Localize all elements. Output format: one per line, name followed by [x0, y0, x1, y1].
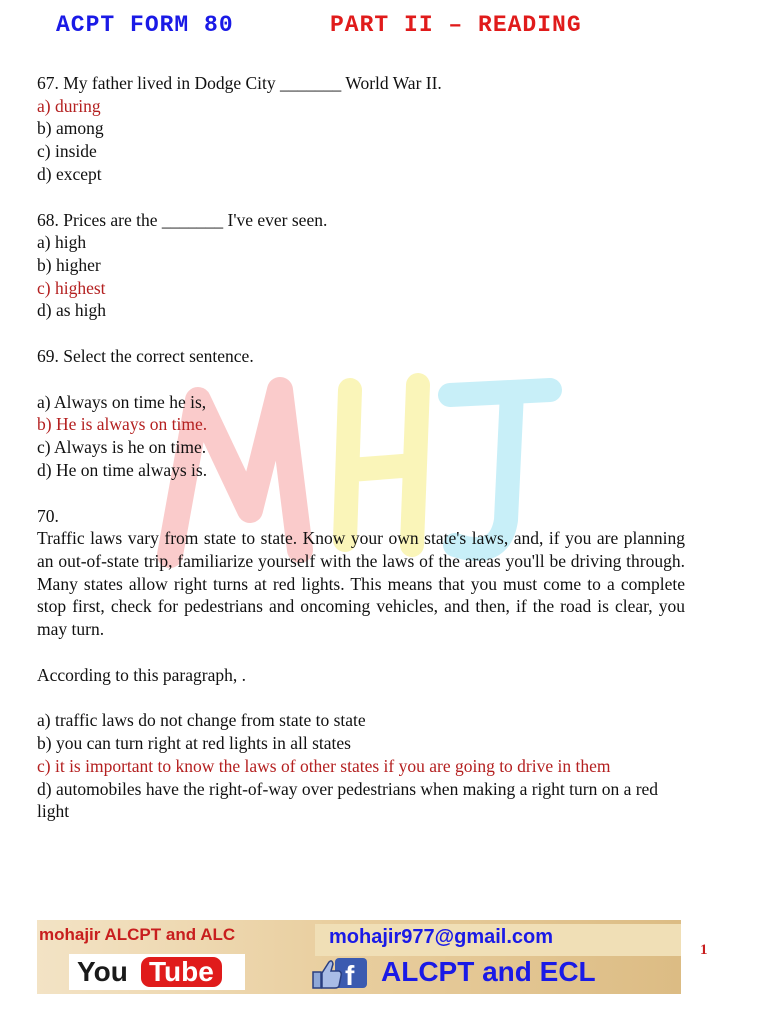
- reading-passage: Traffic laws vary from state to state. Know your own state's laws, and, if you are planning an out-of-state trip, familiarize yourself with the laws of the areas you'll be driving through. Many states allow right turns at red lights. This means that you must come to a complete stop first, check for pedestrians and oncoming vehicles, and then, if the road is clear, you may turn.: [37, 528, 685, 640]
- answer-option: d) automobiles have the right-of-way over pedestrians when making a right turn on a red light: [37, 778, 659, 822]
- answer-option: a) traffic laws do not change from state to state: [37, 710, 366, 731]
- answer-option: c) inside: [37, 141, 97, 162]
- svg-text:f: f: [345, 960, 355, 990]
- contact-email[interactable]: mohajir977@gmail.com: [329, 926, 554, 948]
- question-stem: 67. My father lived in Dodge City _______ World War II.: [37, 73, 442, 93]
- answer-option: a) Always on time he is,: [37, 391, 207, 412]
- answer-option-correct: b) He is always on time.: [37, 414, 208, 435]
- page-header: [0, 12, 768, 44]
- answer-option: d) as high: [37, 300, 107, 321]
- youtube-you-text: You: [77, 956, 128, 987]
- answer-option: b) you can turn right at red lights in all states: [37, 733, 351, 754]
- question-70: [37, 505, 685, 823]
- question-67: [37, 72, 685, 186]
- question-stem: 69. Select the correct sentence.: [37, 346, 254, 367]
- answer-option: b) higher: [37, 254, 101, 275]
- page-number: 1: [700, 942, 708, 958]
- answer-option-correct: a) during: [37, 95, 101, 116]
- youtube-logo[interactable]: [69, 954, 245, 990]
- question-prompt: According to this paragraph, .: [37, 664, 246, 685]
- answer-option: c) Always is he on time.: [37, 437, 207, 458]
- question-68: [37, 209, 685, 323]
- question-69: [37, 345, 685, 482]
- section-title: PART II – READING: [330, 12, 582, 38]
- facebook-like-icon[interactable]: [309, 956, 371, 990]
- question-stem: 68. Prices are the _______ I've ever seen.: [37, 209, 328, 230]
- answer-option: d) He on time always is.: [37, 459, 208, 480]
- question-list: [37, 72, 685, 823]
- form-title: ACPT FORM 80: [56, 12, 234, 38]
- answer-option-correct: c) it is important to know the laws of other states if you are going to drive in them: [37, 755, 611, 776]
- channel-name: mohajir ALCPT and ALC: [39, 925, 236, 944]
- question-number: 70.: [37, 505, 59, 526]
- footer-banner: [37, 920, 681, 994]
- answer-option: a) high: [37, 232, 87, 253]
- youtube-tube-text: Tube: [141, 957, 222, 987]
- answer-option: d) except: [37, 163, 102, 184]
- answer-option-correct: c) highest: [37, 277, 106, 298]
- channel-tagline: ALCPT and ECL: [381, 956, 596, 987]
- answer-option: b) among: [37, 118, 104, 139]
